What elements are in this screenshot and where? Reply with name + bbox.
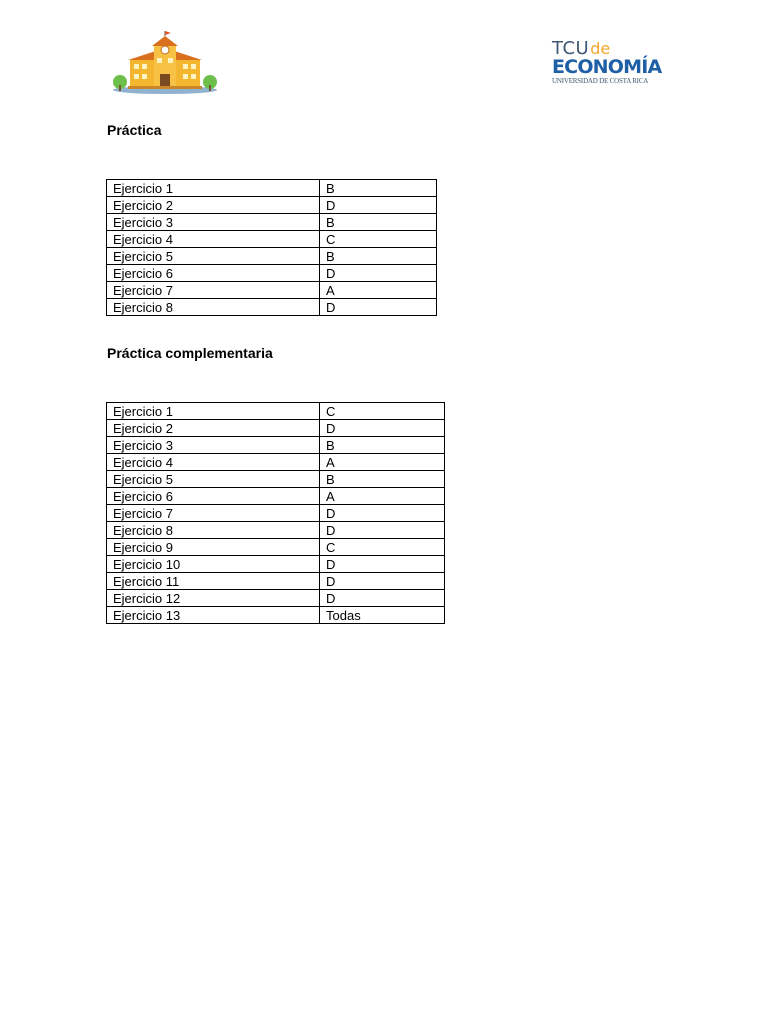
exercise-label: Ejercicio 6	[107, 488, 320, 505]
table-row	[107, 299, 437, 316]
exercise-label: Ejercicio 4	[107, 454, 320, 471]
exercise-label: Ejercicio 4	[107, 231, 320, 248]
exercise-label: Ejercicio 6	[107, 265, 320, 282]
table-row	[107, 471, 445, 488]
exercise-answer: A	[320, 488, 445, 505]
exercise-label: Ejercicio 11	[107, 573, 320, 590]
table-row	[107, 282, 437, 299]
table-row	[107, 522, 445, 539]
exercise-answer: B	[320, 180, 437, 197]
tcu-logo-university: UNIVERSIDAD DE COSTA RICA	[552, 77, 649, 85]
table-row	[107, 180, 437, 197]
exercise-label: Ejercicio 7	[107, 505, 320, 522]
exercise-label: Ejercicio 8	[107, 299, 320, 316]
section-title-practica-complementaria: Práctica complementaria	[107, 345, 273, 361]
exercise-answer: D	[320, 556, 445, 573]
exercise-label: Ejercicio 3	[107, 437, 320, 454]
table-row	[107, 556, 445, 573]
exercise-label: Ejercicio 9	[107, 539, 320, 556]
answers-table-practica-complementaria	[106, 402, 445, 624]
table-row	[107, 607, 445, 624]
exercise-answer: B	[320, 471, 445, 488]
table-row	[107, 214, 437, 231]
exercise-answer: B	[320, 437, 445, 454]
exercise-label: Ejercicio 5	[107, 471, 320, 488]
table-row	[107, 420, 445, 437]
table-row	[107, 590, 445, 607]
exercise-answer: A	[320, 282, 437, 299]
tcu-logo-abbr: TCU	[552, 38, 590, 59]
exercise-answer: D	[320, 590, 445, 607]
exercise-answer: B	[320, 214, 437, 231]
exercise-label: Ejercicio 7	[107, 282, 320, 299]
exercise-label: Ejercicio 2	[107, 420, 320, 437]
exercise-answer: D	[320, 299, 437, 316]
tcu-economia-logo	[552, 38, 662, 88]
table-row	[107, 539, 445, 556]
table-row	[107, 197, 437, 214]
exercise-answer: D	[320, 420, 445, 437]
tcu-logo-top-line	[552, 38, 610, 58]
exercise-answer: D	[320, 573, 445, 590]
exercise-label: Ejercicio 13	[107, 607, 320, 624]
tcu-logo-name: ECONOMÍA	[552, 56, 662, 78]
exercise-label: Ejercicio 12	[107, 590, 320, 607]
exercise-answer: D	[320, 522, 445, 539]
table-row	[107, 505, 445, 522]
exercise-answer: D	[320, 197, 437, 214]
exercise-answer: C	[320, 403, 445, 420]
table-row	[107, 265, 437, 282]
exercise-answer: D	[320, 505, 445, 522]
exercise-label: Ejercicio 10	[107, 556, 320, 573]
answers-table-practica	[106, 179, 437, 316]
table-row	[107, 454, 445, 471]
exercise-answer: C	[320, 231, 437, 248]
tcu-logo-de: de	[590, 39, 611, 58]
exercise-label: Ejercicio 1	[107, 180, 320, 197]
table-row	[107, 573, 445, 590]
table-row	[107, 248, 437, 265]
exercise-answer: A	[320, 454, 445, 471]
exercise-label: Ejercicio 5	[107, 248, 320, 265]
exercise-label: Ejercicio 8	[107, 522, 320, 539]
exercise-answer: Todas	[320, 607, 445, 624]
school-building-icon	[110, 30, 220, 96]
exercise-answer: C	[320, 539, 445, 556]
exercise-answer: B	[320, 248, 437, 265]
table-row	[107, 437, 445, 454]
table-row	[107, 403, 445, 420]
exercise-label: Ejercicio 3	[107, 214, 320, 231]
table-row	[107, 231, 437, 248]
table-row	[107, 488, 445, 505]
section-title-practica: Práctica	[107, 122, 162, 138]
exercise-answer: D	[320, 265, 437, 282]
exercise-label: Ejercicio 2	[107, 197, 320, 214]
exercise-label: Ejercicio 1	[107, 403, 320, 420]
